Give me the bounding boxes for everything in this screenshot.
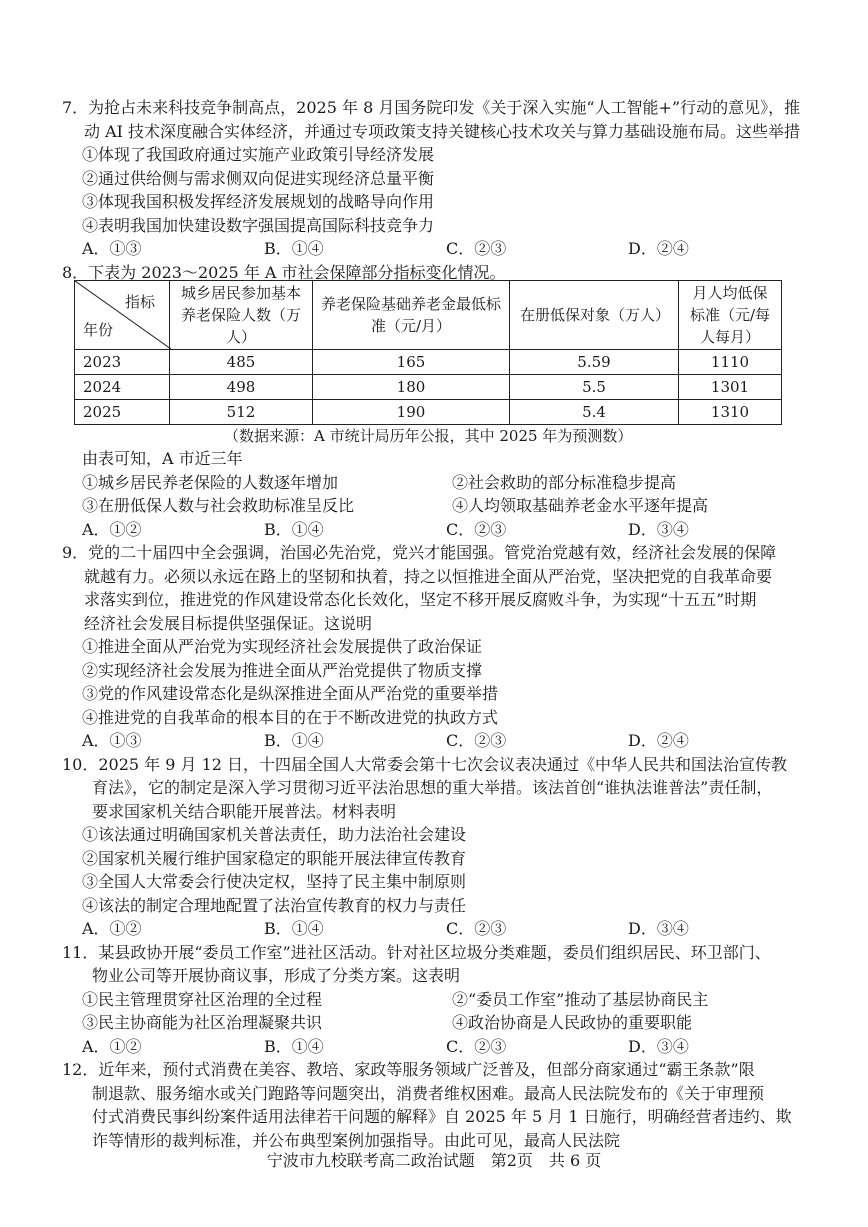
question-7: [62, 96, 822, 284]
option-c: C．②③: [446, 731, 507, 750]
option-a: A．①②: [82, 1036, 142, 1056]
option-a: A．①②: [82, 519, 142, 539]
question-11-item: ①民主管理贯穿社区治理的全过程: [82, 989, 323, 1009]
table-row: [75, 375, 782, 400]
table-cell: 512: [170, 400, 313, 425]
question-12-stem: [62, 1058, 822, 1152]
question-8-item: ①城乡居民养老保险的人数逐年增加: [82, 472, 339, 492]
option-c: C．②③: [446, 1036, 507, 1056]
table-cell: 485: [170, 350, 313, 375]
question-10-stem: [62, 753, 822, 824]
question-9-stem-line: 求落实到位，推进党的作风建设常态化长效化，坚定不移开展反腐败斗争，为实现“十五五”时期: [84, 590, 757, 609]
table-cell-year: 2024: [75, 375, 170, 400]
question-8-item: ②社会救助的部分标准稳步提高: [452, 472, 677, 492]
table-cell: 165: [313, 350, 510, 375]
question-7-stem-line: 7．为抢占未来科技竞争制高点，2025 年 8 月国务院印发《关于深入实施“人工智能+”行动的意见》，推: [62, 98, 801, 117]
question-11-item: ③民主协商能为社区治理凝聚共识: [82, 1013, 323, 1032]
question-10-stem-line: 要求国家机关结合职能开展普法。材料表明: [92, 801, 397, 821]
table-cell: 498: [170, 375, 313, 400]
question-10-options: [82, 917, 822, 941]
social-security-table: [74, 280, 782, 425]
question-8-items-row: [82, 494, 822, 518]
option-b: B．①④: [264, 239, 324, 258]
question-11-stem-line: 物业公司等开展协商议事，形成了分类方案。这表明: [92, 966, 461, 985]
question-8-lead: 由表可知，A 市近三年: [82, 449, 243, 468]
question-7-item: ④表明我国加快建设数字强国提高国际科技竞争力: [82, 215, 435, 235]
question-9-item: ④推进党的自我革命的根本目的在于不断改进党的执政方式: [82, 707, 499, 727]
question-8-item: ③在册低保人数与社会救助标准呈反比: [82, 496, 355, 515]
option-b: B．①④: [264, 919, 324, 938]
option-b: B．①④: [264, 1036, 324, 1056]
question-7-item: ②通过供给侧与需求侧双向促进实现经济总量平衡: [82, 168, 435, 188]
question-7-stem: [62, 96, 822, 143]
option-a: A．①③: [82, 239, 142, 258]
question-9-stem: [62, 541, 822, 635]
option-b: B．①④: [264, 731, 324, 750]
question-10-stem-line: 育法》，它的制定是深入学习贯彻习近平法治思想的重大举措。该法首创“谁执法谁普法”责任制，: [92, 778, 773, 797]
question-9-stem-line: 就越有力。必须以永远在路上的坚韧和执着，持之以恒推进全面从严治党，坚决把党的自我革命要: [84, 566, 773, 586]
question-8-stem: 8．下表为 2023～2025 年 A 市社会保障部分指标变化情况。: [62, 262, 506, 282]
option-c: C．②③: [446, 519, 507, 539]
question-9-item: ①推进全面从严治党为实现经济社会发展提供了政治保证: [82, 637, 483, 656]
option-d: D．③④: [628, 919, 689, 938]
table-cell: 5.4: [510, 400, 679, 425]
question-10-item: ②国家机关履行维护国家稳定的职能开展法律宣传教育: [82, 848, 467, 868]
table-cell-year: 2025: [75, 400, 170, 425]
table-cell: 1301: [679, 375, 782, 400]
question-10-item: ④该法的制定合理地配置了法治宣传教育的权力与责任: [82, 895, 467, 915]
question-11-item: ④政治协商是人民政协的重要职能: [452, 1013, 693, 1032]
question-11-options: [82, 1035, 822, 1059]
table-row: [75, 400, 782, 425]
table-cell: 5.5: [510, 375, 679, 400]
table-cell: 190: [313, 400, 510, 425]
question-8-items-row: [82, 471, 822, 495]
table-header: 城乡居民参加基本养老保险人数（万人）: [170, 281, 313, 350]
option-d: D．②④: [628, 731, 689, 750]
option-c: C．②③: [446, 239, 507, 258]
question-7-options: [82, 237, 822, 261]
table-header: 在册低保对象（万人）: [510, 281, 679, 350]
question-11-stem: [62, 941, 822, 988]
question-12-stem-line: 制退款、服务缩水或关门跑路等问题突出，消费者维权困难。最高人民法院发布的《关于审理预: [92, 1083, 765, 1103]
corner-label-year: 年份: [83, 321, 114, 339]
table-cell: 1310: [679, 400, 782, 425]
question-10-stem-line: 10．2025 年 9 月 12 日，十四届全国人大常委会第十七次会议表决通过《中华人民共和国法治宣传教: [62, 754, 788, 774]
question-10-item: ①该法通过明确国家机关普法责任，助力法治社会建设: [82, 825, 467, 844]
question-9-stem-line: 9．党的二十届四中全会强调，治国必先治党，党兴才能国强。管党治党越有效，经济社会发展的保障: [62, 543, 777, 562]
option-c: C．②③: [446, 919, 507, 938]
question-7-item: ③体现我国积极发挥经济发展规划的战略导向作用: [82, 192, 435, 211]
question-8-options: [82, 518, 822, 542]
table-cell: 5.59: [510, 350, 679, 375]
question-11-item: ②“委员工作室”推动了基层协商民主: [452, 989, 709, 1009]
question-9-stem-line: 经济社会发展目标提供坚强保证。这说明: [84, 613, 373, 633]
question-11-items-row: [82, 1011, 822, 1035]
option-d: D．③④: [628, 519, 689, 539]
table-cell-year: 2023: [75, 350, 170, 375]
corner-label-indicator: 指标: [124, 293, 155, 311]
question-9-item: ②实现经济社会发展为推进全面从严治党提供了物质支撑: [82, 660, 483, 680]
option-d: D．②④: [628, 239, 689, 258]
option-b: B．①④: [264, 519, 324, 539]
option-a: A．①③: [82, 731, 142, 750]
option-a: A．①②: [82, 919, 142, 938]
question-11-items-row: [82, 988, 822, 1012]
table-header: 月人均低保标准（元/每人每月）: [679, 281, 782, 350]
question-12-stem-line: 诈等情形的裁判标准，并公布典型案例加强指导。由此可见，最高人民法院: [92, 1130, 621, 1150]
question-11-stem-line: 11．某县政协开展“委员工作室”进社区活动。针对社区垃圾分类难题，委员们组织居民、环卫部门、: [62, 942, 771, 962]
question-8-item: ④人均领取基础养老金水平逐年提高: [452, 496, 709, 515]
table-row: [75, 350, 782, 375]
question-9-options: [82, 729, 822, 753]
option-d: D．③④: [628, 1036, 689, 1056]
question-12-stem-line: 12．近年来，预付式消费在美容、教培、家政等服务领域广泛普及，但部分商家通过“霸王条款”限: [62, 1060, 755, 1079]
question-10-item: ③全国人大常委会行使决定权，坚持了民主集中制原则: [82, 872, 467, 891]
table-cell: 180: [313, 375, 510, 400]
question-8-body: [62, 447, 822, 1152]
question-7-stem-line: 动 AI 技术深度融合实体经济，并通过专项政策支持关键核心技术攻关与算力基础设施布局。这些举措: [84, 121, 801, 141]
table-header-row: [75, 281, 782, 350]
question-9-item: ③党的作风建设常态化是纵深推进全面从严治党的重要举措: [82, 684, 499, 703]
question-7-item: ①体现了我国政府通过实施产业政策引导经济发展: [82, 145, 435, 164]
page-footer: 宁波市九校联考高二政治试题 第2页 共 6 页: [266, 1151, 602, 1170]
table-header: 养老保险基础养老金最低标准（元/月）: [313, 281, 510, 350]
table-source-note: （数据来源：A 市统计局历年公报，其中 2025 年为预测数）: [224, 427, 633, 445]
table-corner-cell: [75, 281, 170, 350]
table-cell: 1110: [679, 350, 782, 375]
question-12-stem-line: 付式消费民事纠纷案件适用法律若干问题的解释》自 2025 年 5 月 1 日施行，明确经营者违约、欺: [92, 1107, 792, 1126]
